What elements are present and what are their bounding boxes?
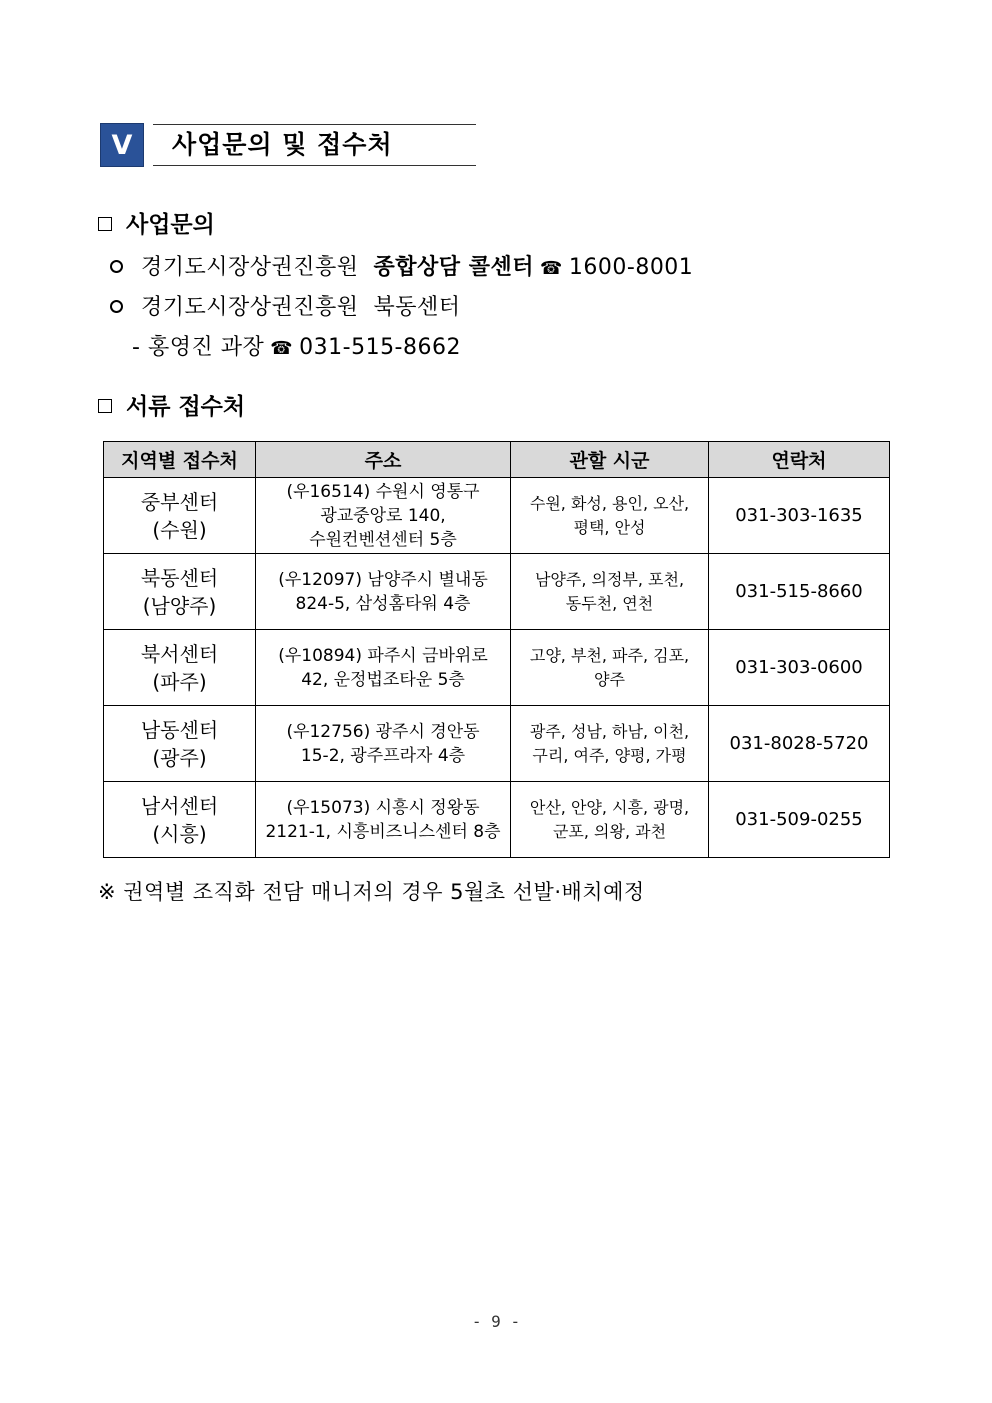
phone-cell: 031-8028-5720: [709, 706, 890, 782]
jurisdiction-cell: 안산, 안양, 시흥, 광명, 군포, 의왕, 과천: [511, 782, 709, 858]
inquiry-item-callcenter: 경기도시장상권진흥원 종합상담 콜센터 ☎ 1600-8001: [110, 253, 693, 284]
phone-cell: 031-303-1635: [709, 478, 890, 554]
jurisdiction-cell: 남양주, 의정부, 포천, 동두천, 연천: [511, 554, 709, 630]
jurisdiction-cell: 고양, 부천, 파주, 김포, 양주: [511, 630, 709, 706]
phone-icon: ☎: [539, 258, 563, 279]
page-number: - 9 -: [471, 1312, 521, 1331]
table-row: [104, 554, 890, 630]
column-header: 관할 시군: [511, 442, 709, 478]
table-row: [104, 706, 890, 782]
region-cell: 북동센터 (남양주): [104, 554, 256, 630]
region-cell: 중부센터 (수원): [104, 478, 256, 554]
column-header: 연락처: [709, 442, 890, 478]
table-row: [104, 630, 890, 706]
reception-table: [103, 441, 890, 858]
circle-bullet-icon: [110, 260, 123, 273]
inquiry-item-bukdong: 경기도시장상권진흥원 북동센터: [110, 293, 461, 323]
address-cell: (우15073) 시흥시 정왕동 2121-1, 시흥비즈니스센터 8층: [256, 782, 511, 858]
reception-heading: 서류 접수처: [98, 392, 245, 422]
square-bullet-icon: [98, 399, 112, 413]
inquiry-heading: 사업문의: [98, 210, 215, 240]
inquiry-contact: - 홍영진 과장 ☎ 031-515-8662: [132, 335, 461, 360]
jurisdiction-cell: 광주, 성남, 하남, 이천, 구리, 여주, 양평, 가평: [511, 706, 709, 782]
jurisdiction-cell: 수원, 화성, 용인, 오산, 평택, 안성: [511, 478, 709, 554]
phone-cell: 031-303-0600: [709, 630, 890, 706]
table-header-row: [104, 442, 890, 478]
square-bullet-icon: [98, 217, 112, 231]
phone-icon: ☎: [270, 338, 294, 359]
column-header: 주소: [256, 442, 511, 478]
footnote: ※ 권역별 조직화 전담 매니저의 경우 5월초 선발·배치예정: [98, 880, 645, 904]
address-cell: (우12756) 광주시 경안동 15-2, 광주프라자 4층: [256, 706, 511, 782]
section-number-badge: V: [100, 123, 144, 167]
phone-cell: 031-515-8660: [709, 554, 890, 630]
table-row: [104, 478, 890, 554]
section-title: 사업문의 및 접수처: [172, 130, 393, 159]
phone-cell: 031-509-0255: [709, 782, 890, 858]
region-cell: 남서센터 (시흥): [104, 782, 256, 858]
column-header: 지역별 접수처: [104, 442, 256, 478]
address-cell: (우10894) 파주시 금바위로 42, 운정법조타운 5층: [256, 630, 511, 706]
region-cell: 북서센터 (파주): [104, 630, 256, 706]
address-cell: (우12097) 남양주시 별내동 824-5, 삼성홈타워 4층: [256, 554, 511, 630]
section-title-rule-bottom: [153, 165, 476, 166]
circle-bullet-icon: [110, 300, 123, 313]
section-title-rule-top: [153, 124, 476, 125]
region-cell: 남동센터 (광주): [104, 706, 256, 782]
table-row: [104, 782, 890, 858]
address-cell: (우16514) 수원시 영통구 광교중앙로 140, 수원컨벤션센터 5층: [256, 478, 511, 554]
